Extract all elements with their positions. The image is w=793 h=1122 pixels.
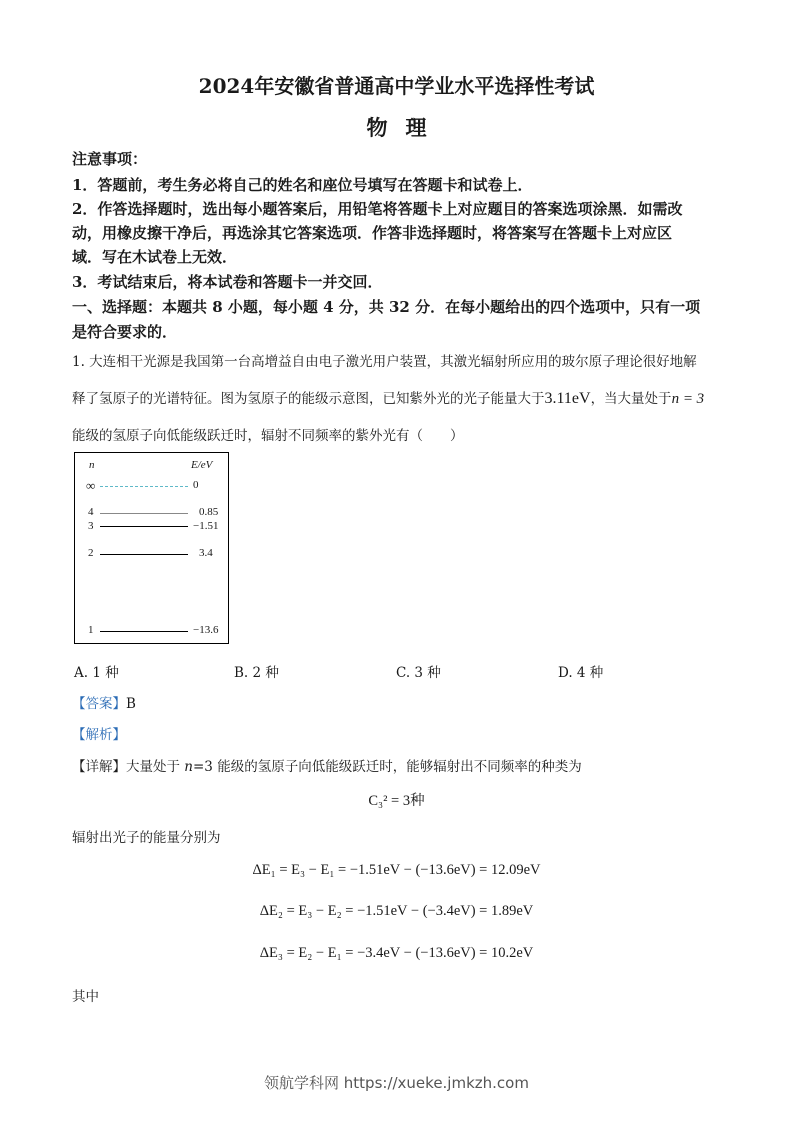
level-line-2 [100, 554, 188, 555]
level-n-label: 1 [88, 624, 94, 636]
level-n-label: ∞ [86, 478, 96, 493]
answer-line [72, 692, 136, 712]
level-energy-label: 3.4 [199, 547, 213, 559]
level-n-label: 3 [88, 520, 94, 532]
notice-heading: 注意事项： [72, 150, 148, 168]
notice-line: 1．答题前，考生务必将自己的姓名和座位号填写在答题卡和试卷上． [72, 176, 533, 194]
level-energy-label: −1.51 [193, 520, 219, 532]
option-d: D. 4 种 [558, 665, 604, 681]
energy-formula-3: ΔE₃ = E₂ − E₁ = −3.4eV − (−13.6eV) = 10.2eV [259, 945, 534, 961]
section-heading-cont: 是符合要求的． [72, 323, 178, 341]
energy-formula-2: ΔE₂ = E₃ − E₂ = −1.51eV − (−3.4eV) = 1.89eV [259, 903, 534, 919]
question-text: 能级的氢原子向低能级跃迁时，辐射不同频率的紫外光有（ ） [72, 428, 464, 444]
level-n-label: 2 [88, 547, 94, 559]
detail-line: 【详解】大量处于 n=3 能级的氢原子向低能级跃迁时，能够辐射出不同频率的种类为 [72, 759, 582, 775]
energy-formula-1: ΔE₁ = E₃ − E₁ = −1.51eV − (−13.6eV) = 12.09eV [252, 862, 541, 878]
level-line-1 [100, 631, 188, 632]
option-a: A. 1 种 [74, 665, 119, 681]
question-text: 1. 大连相干光源是我国第一台高增益自由电子激光用户装置，其激光辐射所应用的玻尔原子理论很好地解 [72, 354, 697, 370]
notice-line: 动，用橡皮擦干净后，再选涂其它答案选项．作答非选择题时，将答案写在答题卡上对应区 [72, 224, 673, 242]
option-c: C. 3 种 [396, 665, 441, 681]
answer-tag: 【答案】 [72, 696, 126, 712]
axis-label-n: n [89, 459, 95, 471]
combination-formula: C₃² = 3种 [368, 793, 425, 809]
level-energy-label: 0.85 [199, 506, 219, 518]
level-line-infinity [100, 486, 188, 487]
level-energy-label: −13.6 [193, 624, 219, 636]
notice-line: 2．作答选择题时，选出每小题答案后，用铅笔将答题卡上对应题目的答案选项涂黑．如需改 [72, 200, 683, 218]
energy-level-diagram [74, 452, 229, 644]
option-b: B. 2 种 [234, 665, 279, 681]
level-n-label: 4 [88, 506, 94, 518]
tail-text: 其中 [72, 989, 99, 1005]
section-heading: 一、选择题：本题共 8 小题，每小题 4 分，共 32 分．在每小题给出的四个选项中，只有一项 [72, 298, 701, 316]
axis-label-energy: E/eV [191, 459, 213, 471]
analysis-tag: 【解析】 [72, 727, 126, 743]
level-energy-label: 0 [193, 479, 199, 491]
question-text: 释了氢原子的光谱特征。图为氢原子的能级示意图，已知紫外光的光子能量大于3.11eV，当大量处于n = 3 [72, 390, 705, 407]
subject-title: 物理 [366, 115, 445, 140]
notice-line: 域．写在木试卷上无效． [72, 248, 238, 266]
level-line-3 [100, 526, 188, 527]
answer-value: B [126, 696, 136, 712]
footer-watermark: 领航学科网 https://xueke.jmkzh.com [264, 1074, 529, 1092]
exam-title: 2024年安徽省普通高中学业水平选择性考试 [198, 74, 595, 98]
notice-line: 3．考试结束后，将本试卷和答题卡一并交回． [72, 273, 383, 291]
level-line-4 [100, 513, 188, 514]
energy-intro: 辐射出光子的能量分别为 [72, 830, 221, 846]
